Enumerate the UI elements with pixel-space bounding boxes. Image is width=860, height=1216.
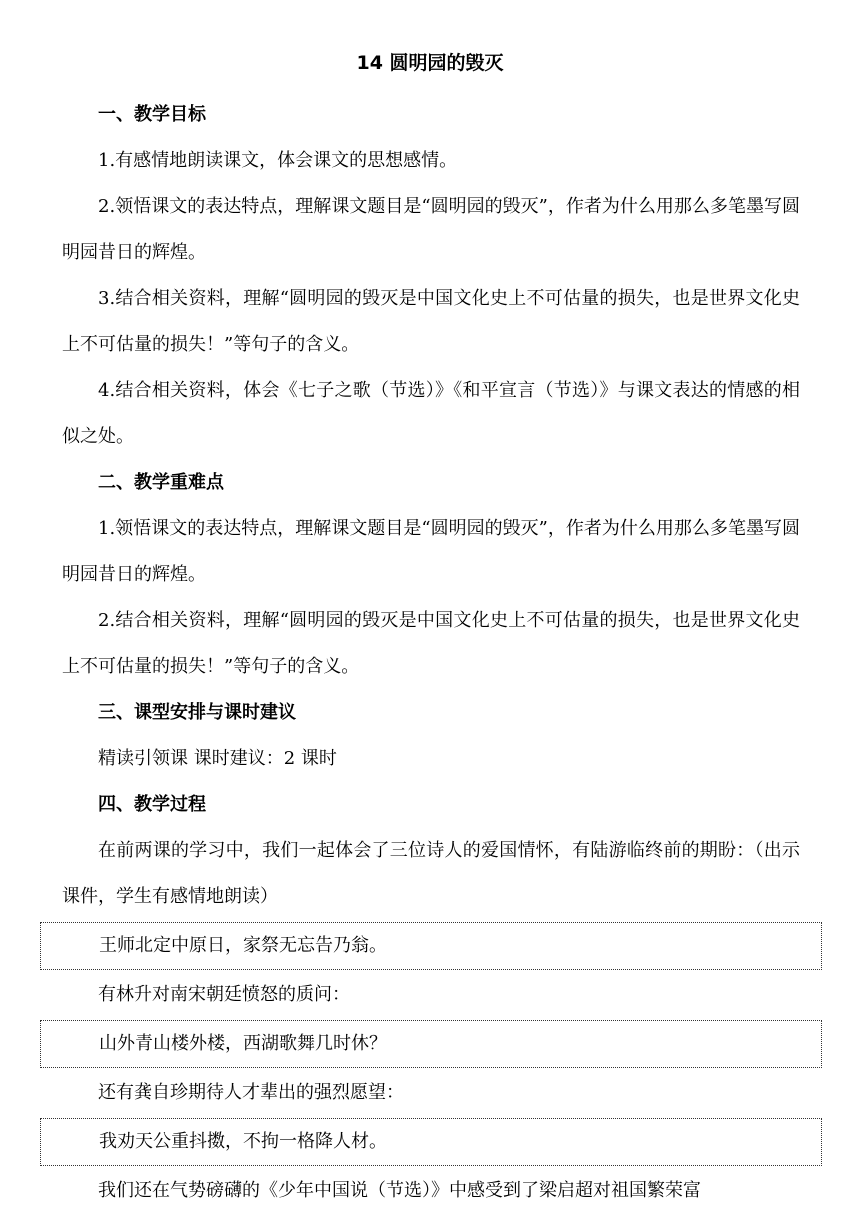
quote-box [40, 1020, 822, 1068]
goal-item: 2.领悟课文的表达特点，理解课文题目是“圆明园的毁灭”，作者为什么用那么多笔墨写圆明园昔日的辉煌。 [62, 196, 800, 263]
goal-item: 3.结合相关资料，理解“圆明园的毁灭是中国文化史上不可估量的损失，也是世界文化史上不可估量的损失！”等句子的含义。 [62, 288, 800, 355]
quote-text: 我劝天公重抖擞，不拘一格降人材。 [99, 1131, 387, 1152]
process-line: 有林升对南宋朝廷愤怒的质问： [98, 984, 350, 1005]
schedule-text: 精读引领课 课时建议：2 课时 [98, 748, 337, 769]
goal-item: 1.有感情地朗读课文，体会课文的思想感情。 [98, 150, 458, 171]
process-line: 还有龚自珍期待人才辈出的强烈愿望： [98, 1082, 404, 1103]
section-heading-goals: 一、教学目标 [98, 104, 206, 125]
quote-box [40, 922, 822, 970]
process-intro: 在前两课的学习中，我们一起体会了三位诗人的爱国情怀，有陆游临终前的期盼：（出示课件，学生有感情地朗读） [62, 840, 800, 907]
key-point-item: 2.结合相关资料，理解“圆明园的毁灭是中国文化史上不可估量的损失，也是世界文化史上不可估量的损失！”等句子的含义。 [62, 610, 800, 677]
document-body [62, 92, 800, 1214]
key-point-item: 1.领悟课文的表达特点，理解课文题目是“圆明园的毁灭”，作者为什么用那么多笔墨写圆明园昔日的辉煌。 [62, 518, 800, 585]
section-heading-key-points: 二、教学重难点 [98, 472, 224, 493]
section-heading-process: 四、教学过程 [98, 794, 206, 815]
goal-item: 4.结合相关资料，体会《七子之歌（节选）》《和平宣言（节选）》与课文表达的情感的相似之处。 [62, 380, 800, 447]
process-line: 我们还在气势磅礴的《少年中国说（节选）》中感受到了梁启超对祖国繁荣富 [98, 1180, 701, 1201]
document-title: 14 圆明园的毁灭 [356, 52, 504, 74]
section-heading-schedule: 三、课型安排与课时建议 [98, 702, 296, 723]
quote-text: 山外青山楼外楼，西湖歌舞几时休？ [99, 1033, 387, 1054]
quote-text: 王师北定中原日，家祭无忘告乃翁。 [99, 935, 387, 956]
quote-box [40, 1118, 822, 1166]
